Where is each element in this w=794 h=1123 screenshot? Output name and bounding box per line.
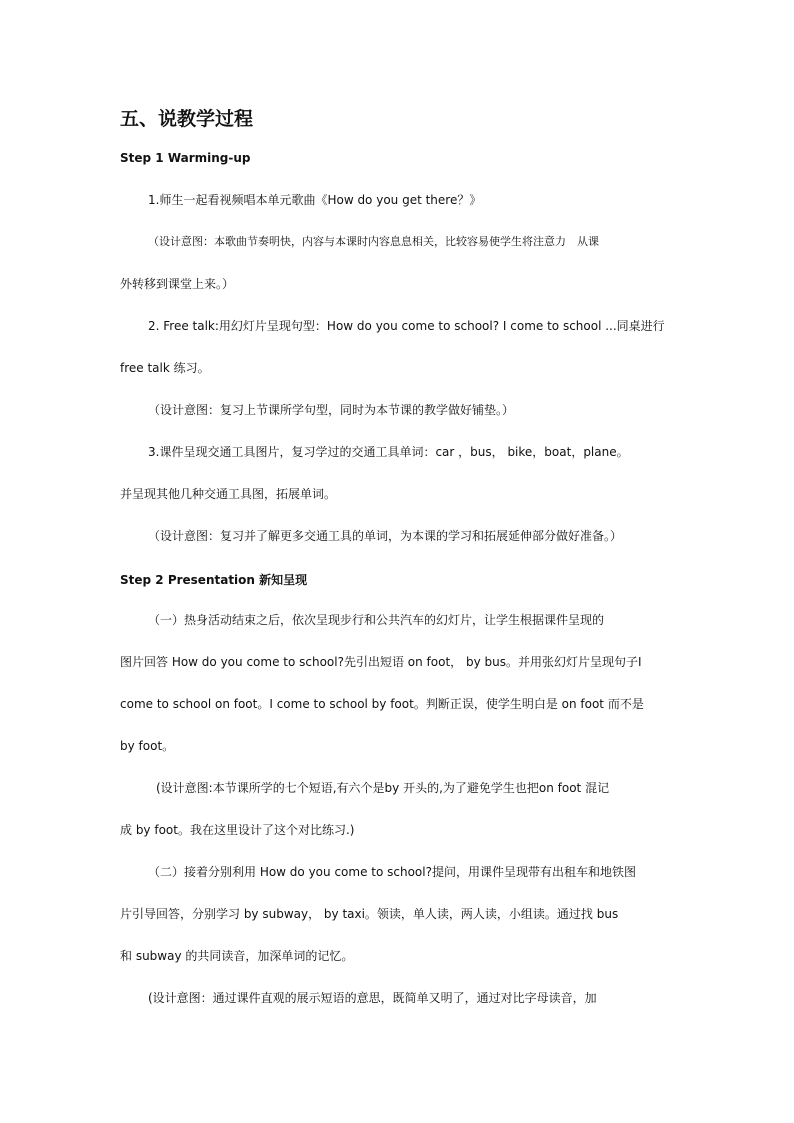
step1-line-2: （设计意图：本歌曲节奏明快，内容与本课时内容息息相关，比较容易使学生将注意力 从课 xyxy=(148,235,599,248)
step2-heading: Step 2 Presentation 新知呈现 xyxy=(120,573,308,587)
step2-line-8: 片引导回答，分别学习 by subway， by taxi。领读，单人读，两人读，小组读。通过找 bus xyxy=(120,907,619,921)
step1-line-5: free talk 练习。 xyxy=(120,361,210,375)
step2-line-5: (设计意图:本节课所学的七个短语,有六个是by 开头的,为了避免学生也把on foot 混记 xyxy=(156,781,610,795)
step2-line-6: 成 by foot。我在这里设计了这个对比练习.) xyxy=(120,823,355,837)
step2-line-9: 和 subway 的共同读音，加深单词的记忆。 xyxy=(120,949,354,963)
step1-line-4: 2. Free talk:用幻灯片呈现句型：How do you come to school? I come to school ...同桌进行 xyxy=(148,319,665,333)
step1-line-7: 3.课件呈现交通工具图片，复习学过的交通工具单词：car ，bus， bike，boat，plane。 xyxy=(148,445,629,459)
step2-line-4: by foot。 xyxy=(120,739,175,753)
step2-line-7: （二）接着分别利用 How do you come to school?提问，用课件呈现带有出租车和地铁图 xyxy=(148,865,636,879)
step2-line-3: come to school on foot。I come to school by foot。判断正误，使学生明白是 on foot 而不是 xyxy=(120,697,644,711)
step1-line-1: 1.师生一起看视频唱本单元歌曲《How do you get there？》 xyxy=(148,193,482,207)
step2-line-10: (设计意图：通过课件直观的展示短语的意思，既简单又明了，通过对比字母读音，加 xyxy=(148,991,597,1005)
step1-line-3: 外转移到课堂上来。） xyxy=(120,277,235,291)
step2-line-2: 图片回答 How do you come to school?先引出短语 on foot， by bus。并用张幻灯片呈现句子I xyxy=(120,655,642,669)
page-title: 五、说教学过程 xyxy=(120,108,254,130)
step1-heading: Step 1 Warming-up xyxy=(120,151,251,165)
step2-line-1: （一）热身活动结束之后，依次呈现步行和公共汽车的幻灯片，让学生根据课件呈现的 xyxy=(148,613,605,627)
step1-line-9: （设计意图：复习并了解更多交通工具的单词，为本课的学习和拓展延伸部分做好准备。） xyxy=(148,529,623,543)
step1-line-8: 并呈现其他几种交通工具图，拓展单词。 xyxy=(120,487,337,501)
step1-line-6: （设计意图：复习上节课所学句型，同时为本节课的教学做好铺垫。） xyxy=(148,403,515,417)
